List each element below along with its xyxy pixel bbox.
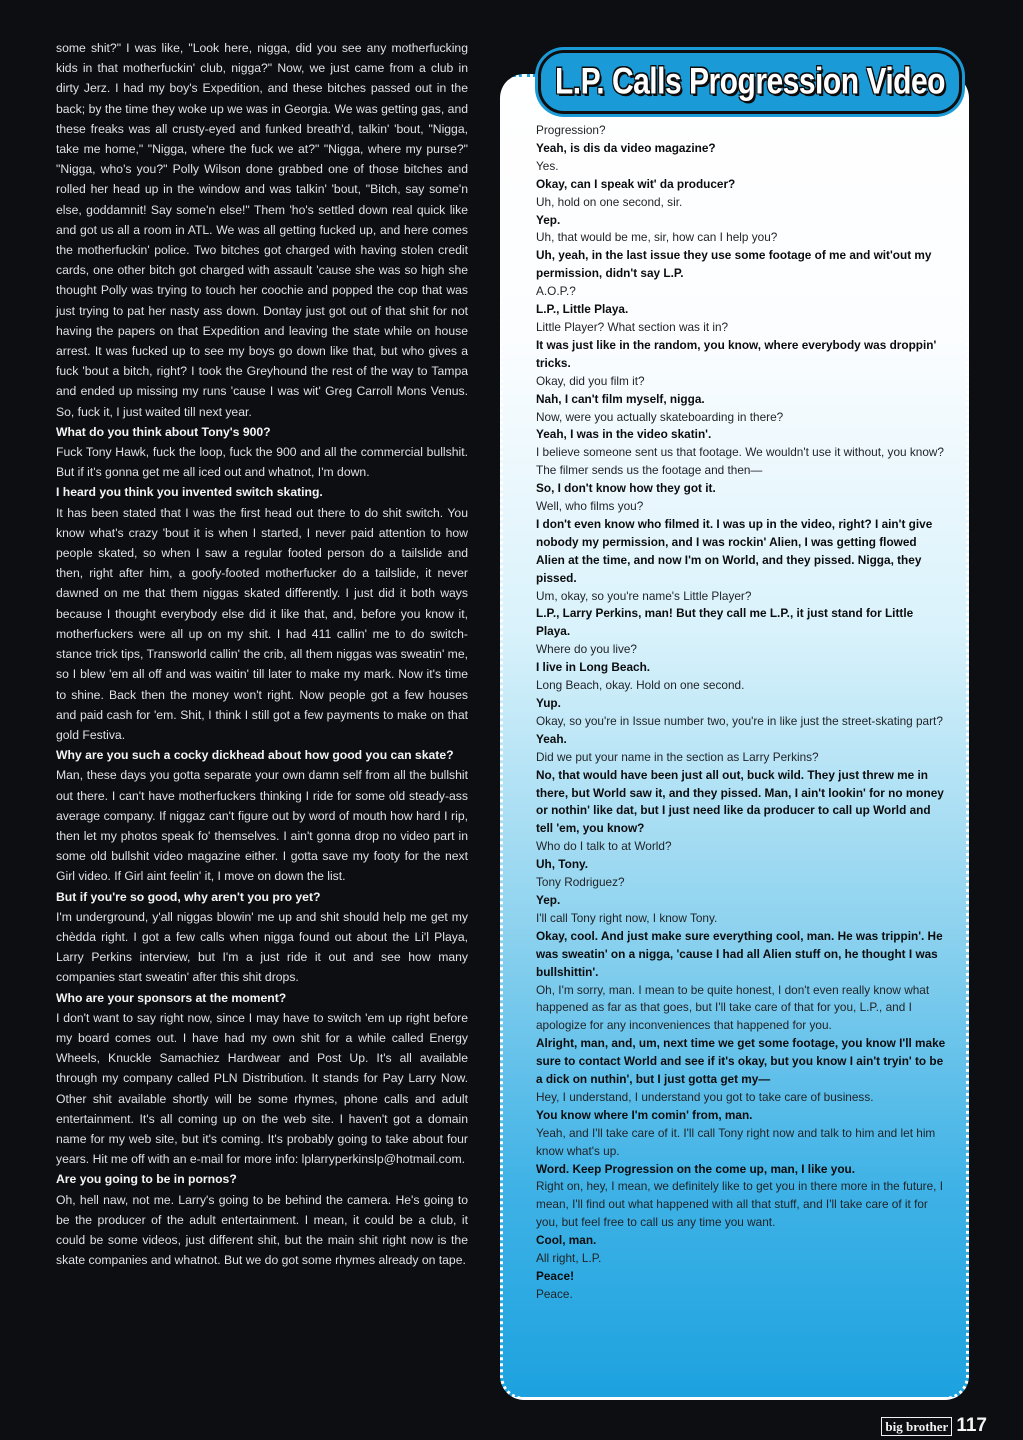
transcript-line-producer: Long Beach, okay. Hold on one second. xyxy=(536,678,745,693)
transcript-line-lp: Yep. xyxy=(536,892,561,907)
transcript-line-lp: Uh, yeah, in the last issue they use some footage of me and wit'out my permission, didn't say L.P. xyxy=(536,248,932,281)
question: I heard you think you invented switch skating. xyxy=(56,485,323,500)
transcript-line-producer: All right, L.P. xyxy=(536,1251,602,1266)
transcript-line-lp: Yeah, is dis da video magazine? xyxy=(536,140,716,155)
sidebar-title: L.P. Calls Progression Video xyxy=(554,60,946,102)
transcript-line-producer: Uh, hold on one second, sir. xyxy=(536,194,683,209)
phone-call-transcript xyxy=(536,122,948,1304)
transcript-line-producer: Okay, so you're in Issue number two, you're in like just the street-skating part? xyxy=(536,713,943,728)
transcript-line-lp: Alright, man, and, um, next time we get some footage, you know I'll make sure to contact World and see if it's okay, but you know I ain't tryin' to be a dick on nuthin', but I just gotta get my— xyxy=(536,1036,946,1087)
transcript-line-producer: A.O.P.? xyxy=(536,284,576,299)
magazine-logo: big brother xyxy=(881,1417,952,1436)
transcript-line-lp: L.P., Little Playa. xyxy=(536,302,629,317)
transcript-line-producer: Progression? xyxy=(536,123,606,137)
transcript-line-lp: Yeah, I was in the video skatin'. xyxy=(536,427,712,442)
transcript-line-producer: Yeah, and I'll take care of it. I'll call Tony right now and talk to him and let him know what's up. xyxy=(536,1125,936,1158)
transcript-line-producer: Did we put your name in the section as Larry Perkins? xyxy=(536,749,819,764)
transcript-line-producer: Where do you live? xyxy=(536,642,637,657)
sidebar-title-banner xyxy=(538,50,962,114)
transcript-line-lp: I live in Long Beach. xyxy=(536,660,651,675)
transcript-line-producer: I believe someone sent us that footage. We wouldn't use it without, you know? The filmer sends us the footage and then— xyxy=(536,445,944,478)
transcript-line-lp: Yup. xyxy=(536,696,561,710)
transcript-line-producer: Right on, hey, I mean, we definitely like to get you in there more in the future, I mean, I'll find out what happened with all that stuff, and I'll take care of it for you, but feel free to call us any time you want. xyxy=(536,1179,943,1230)
question: Are you going to be in pornos? xyxy=(56,1172,237,1187)
transcript-line-producer: Hey, I understand, I understand you got to take care of business. xyxy=(536,1089,874,1104)
transcript-line-producer: Now, were you actually skateboarding in there? xyxy=(536,409,784,424)
transcript-line-producer: Peace. xyxy=(536,1286,573,1301)
opening-paragraph: some shit?" I was like, "Look here, nigga, did you see any motherfucking kids in that motherfuckin' club, nigga?" Now, we just came from a club in dirty Jerz. I had my boy's Expedition, and these bitches passed out in the back; by the time they woke up we was in Georgia. We was getting gas, and these freaks was all crusty-eyed and funked breath'd, talkin' 'bout, "Nigga, take me home," "Nigga, where the fuck we at?" "Nigga, where my purse?" "Nigga, who's you?" Polly Wilson done grabbed one of those bitches and rolled her head up in the window and was talkin' 'bout, "Bitch, say some'n else, goddamnit! Say some'n else!" Them 'ho's settled down real quick like and got us all a room in ATL. We was all getting fucked up, and here comes the motherfuckin' police. Two bitches got charged with having stolen credit cards, one other bitch got charged with assault 'cause she was so high she thought Polly was trying to touch her coochie and popped the cop that was just trying to pat her nasty ass down. Dontay just got out of that shit for not having the papers on that Expedition and leaving the state while on house arrest. It was fucked up to see my boys go down like that, but who gives a fuck 'bout a bitch, right? I took the Greyhound the rest of the way to Tampa and ended up missing my runs 'cause I was wit' Greg Carroll Mons Venus. So, fuck it, I just waited till next year. xyxy=(56,41,468,419)
transcript-line-producer: Oh, I'm sorry, man. I mean to be quite honest, I don't even really know what happened as far as that goes, but I'll take care of that for you, L.P., and I apologize for any inconveniences that happened for you. xyxy=(536,982,930,1033)
transcript-line-producer: Well, who films you? xyxy=(536,499,644,514)
transcript-line-producer: I'll call Tony right now, I know Tony. xyxy=(536,910,718,925)
page-number: 117 xyxy=(956,1415,987,1436)
transcript-line-lp: Cool, man. xyxy=(536,1233,597,1248)
transcript-line-lp: You know where I'm comin' from, man. xyxy=(536,1107,753,1122)
transcript-line-lp: Yep. xyxy=(536,212,561,227)
transcript-line-producer: Uh, that would be me, sir, how can I help you? xyxy=(536,230,778,245)
answer: Fuck Tony Hawk, fuck the loop, fuck the 900 and all the commercial bullshit. But if it's gonna get me all iced out and whatnot, I'm down. xyxy=(56,445,468,480)
answer: I'm underground, y'all niggas blowin' me up and shit should help me get my chèdda right. I got a few calls when nigga found out about the Li'l Playa, Larry Perkins interview, but I'm a just ride it out and see how many companies start sweatin' after this shit drops. xyxy=(56,909,468,985)
answer: Man, these days you gotta separate your own damn self from all the bullshit out there. I can't have motherfuckers thinking I ride for some old steady-ass average company. If niggaz can't figure out by word of mouth how hard I rip, then let my photos speak fo' themselves. I ain't gonna drop no video part in some old bullshit video magazine either. I gotta save my footy for the next Girl video. If Girl aint feelin' it, I move on down the list. xyxy=(56,768,468,884)
transcript-line-lp: L.P., Larry Perkins, man! But they call me L.P., it just stand for Little Playa. xyxy=(536,606,914,639)
transcript-line-lp: It was just like in the random, you know, where everybody was droppin' tricks. xyxy=(536,337,937,370)
transcript-line-lp: So, I don't know how they got it. xyxy=(536,481,716,496)
transcript-line-lp: Nah, I can't film myself, nigga. xyxy=(536,391,705,406)
transcript-line-producer: Yes. xyxy=(536,158,559,173)
transcript-line-lp: Word. Keep Progression on the come up, man, I like you. xyxy=(536,1161,856,1176)
transcript-line-producer: Who do I talk to at World? xyxy=(536,839,672,854)
transcript-line-lp: Okay, can I speak wit' da producer? xyxy=(536,176,736,191)
transcript-line-producer: Um, okay, so you're name's Little Player? xyxy=(536,588,752,603)
question: What do you think about Tony's 900? xyxy=(56,424,271,439)
question: Why are you such a cocky dickhead about how good you can skate? xyxy=(56,748,454,763)
page-footer xyxy=(881,1414,987,1438)
transcript-line-lp: Yeah. xyxy=(536,731,567,746)
transcript-line-lp: Peace! xyxy=(536,1269,575,1283)
question: But if you're so good, why aren't you pro yet? xyxy=(56,889,321,904)
answer: It has been stated that I was the first head out there to do shit switch. You know what's crazy 'bout it is when I started, I never paid attention to how people skated, so when I saw a regular footed person do a tailslide and then, right after him, a goofy-footed motherfucker do a tailslide, it never dawned on me that them niggas skated differently. I just did it both ways because I thought everybody else did it like that, and, before you know it, motherfuckers were all up on my shit. I had 411 callin' me to do switch-stance trick tips, Transworld callin' the crib, all them niggas was sweatin' me, so I blew 'em all off and was waitin' till later to make my mark. Now it's time to shine. Back then the money won't right. Now people got a few houses and paid cash for 'em. Shit, I think I still got a few payments to make on that gold Festiva. xyxy=(56,505,468,742)
transcript-line-producer: Tony Rodriguez? xyxy=(536,875,625,890)
transcript-line-producer: Little Player? What section was it in? xyxy=(536,319,729,334)
transcript-line-producer: Okay, did you film it? xyxy=(536,373,645,388)
question: Who are your sponsors at the moment? xyxy=(56,990,287,1005)
answer: I don't want to say right now, since I may have to switch 'em up right before my board comes out. I have had my own shit for a while called Energy Wheels, Knuckle Samachiez Hardwear and Post Up. It's all available through my company called PLN Distribution. It stands for Pay Larry Now. Other shit available shortly will be some rhymes, phone calls and adult entertainment. It's all coming up on the web site. I haven't got a domain name for my web site, but it's coming. It's probably going to take about four years. Hit me off with an e-mail for more info: lplarryperkinslp@hotmail.com. xyxy=(56,1010,468,1167)
transcript-line-lp: I don't even know who filmed it. I was up in the video, right? I ain't give nobody my permission, and I was rockin' Alien, I was getting flowed Alien at the time, and now I'm on World, and they pissed. Nigga, they pissed. xyxy=(536,516,933,585)
interview-column xyxy=(56,38,468,1270)
transcript-line-lp: Uh, Tony. xyxy=(536,857,588,872)
answer: Oh, hell naw, not me. Larry's going to be behind the camera. He's going to be the producer of the adult entertainment. I mean, it could be a club, it could be some videos, just different shit, but the main shit right now is the skate companies and whatnot. But we do got some rhymes already on tape. xyxy=(56,1192,468,1268)
transcript-line-lp: Okay, cool. And just make sure everything cool, man. He was trippin'. He was sweatin' on a nigga, 'cause I had all Alien stuff on, he thought I was bullshittin'. xyxy=(536,928,943,979)
transcript-line-lp: No, that would have been just all out, buck wild. They just threw me in there, but World saw it, and they pissed. Man, I ain't lookin' for no money or nothin' like dat, but I just need like da producer to call up World and tell 'em, you know? xyxy=(536,767,944,836)
